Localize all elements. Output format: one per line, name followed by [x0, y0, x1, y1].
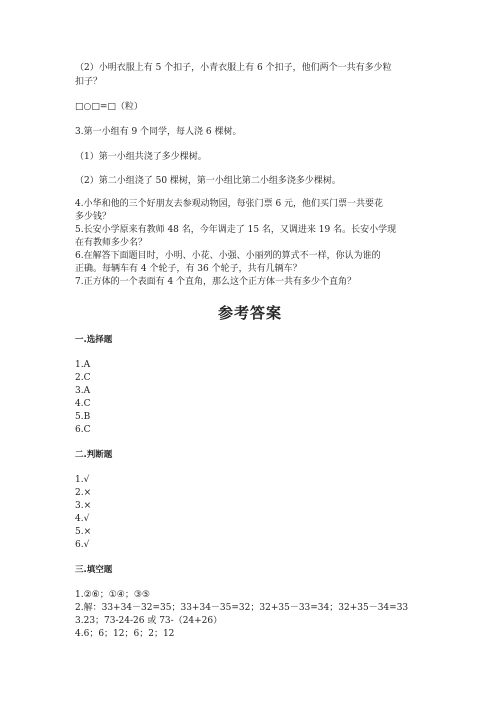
problem-q5-line2: 在有教师多少名？ [75, 238, 148, 248]
section3-heading: 三.填空题 [75, 565, 113, 575]
problem-q3-2: （2）第二小组浇了 50 棵树，第一小组比第二小组多浇多少棵树。 [75, 176, 341, 186]
answer-1-2: 2.C [75, 373, 91, 383]
answer-2-6: 6.√ [75, 540, 90, 550]
answer-1-6: 6.C [75, 425, 91, 435]
answer-1-4: 4.C [75, 399, 91, 409]
section2-heading: 二.判断题 [75, 450, 113, 460]
problem-q3: 3.第一小组有 9 个同学，每人浇 6 棵树。 [75, 127, 242, 137]
answer-1-3: 3.A [75, 386, 91, 396]
answer-3-2: 2.解：33+34－32=35；33+34－35=32；32+35－33=34；32+35－34=33 [75, 603, 409, 613]
answer-2-2: 2.× [75, 488, 92, 498]
problem-q5-line1: 5.长安小学原来有教师 48 名，今年调走了 15 名，又调进来 19 名。长安小学现 [75, 225, 397, 235]
problem-q2-line2: 扣子？ [75, 77, 103, 87]
answer-2-3: 3.× [75, 501, 92, 511]
problem-q6-line2: 正确。每辆车有 4 个轮子，有 36 个轮子，共有几辆车？ [75, 264, 302, 274]
problem-q4-line1: 4.小华和他的三个好朋友去参观动物园，每张门票 6 元，他们买门票一共要花 [75, 199, 384, 209]
answer-key-title: 参考答案 [217, 304, 282, 322]
answer-1-5: 5.B [75, 412, 91, 422]
answer-3-3: 3.23；73-24-26 或 73-（24+26） [75, 616, 223, 626]
problem-q2-line1: （2）小明衣服上有 5 个扣子，小青衣服上有 6 个扣子，他们两个一共有多少粒 [75, 63, 392, 73]
section1-heading: 一.选择题 [75, 335, 113, 345]
answer-2-4: 4.√ [75, 514, 90, 524]
answer-3-1: 1.②⑥；①④；③⑤ [75, 590, 150, 600]
problem-q3-1: （1）第一小组共浇了多少棵树。 [75, 152, 207, 162]
problem-q7: 7.正方体的一个表面有 4 个直角，那么这个正方体一共有多少个直角？ [75, 277, 357, 287]
problem-q4-line2: 多少钱？ [75, 212, 112, 222]
answer-3-4: 4.6；6；12；6；2；12 [75, 629, 175, 639]
answer-2-5: 5.× [75, 527, 92, 537]
problem-q6-line1: 6.在解答下面题目时，小明、小花、小强、小丽列的算式不一样，你认为谁的 [75, 251, 381, 261]
problem-q2-answer-template: □○□=□（粒） [75, 102, 143, 112]
answer-2-1: 1.√ [75, 475, 90, 485]
answer-1-1: 1.A [75, 360, 91, 370]
